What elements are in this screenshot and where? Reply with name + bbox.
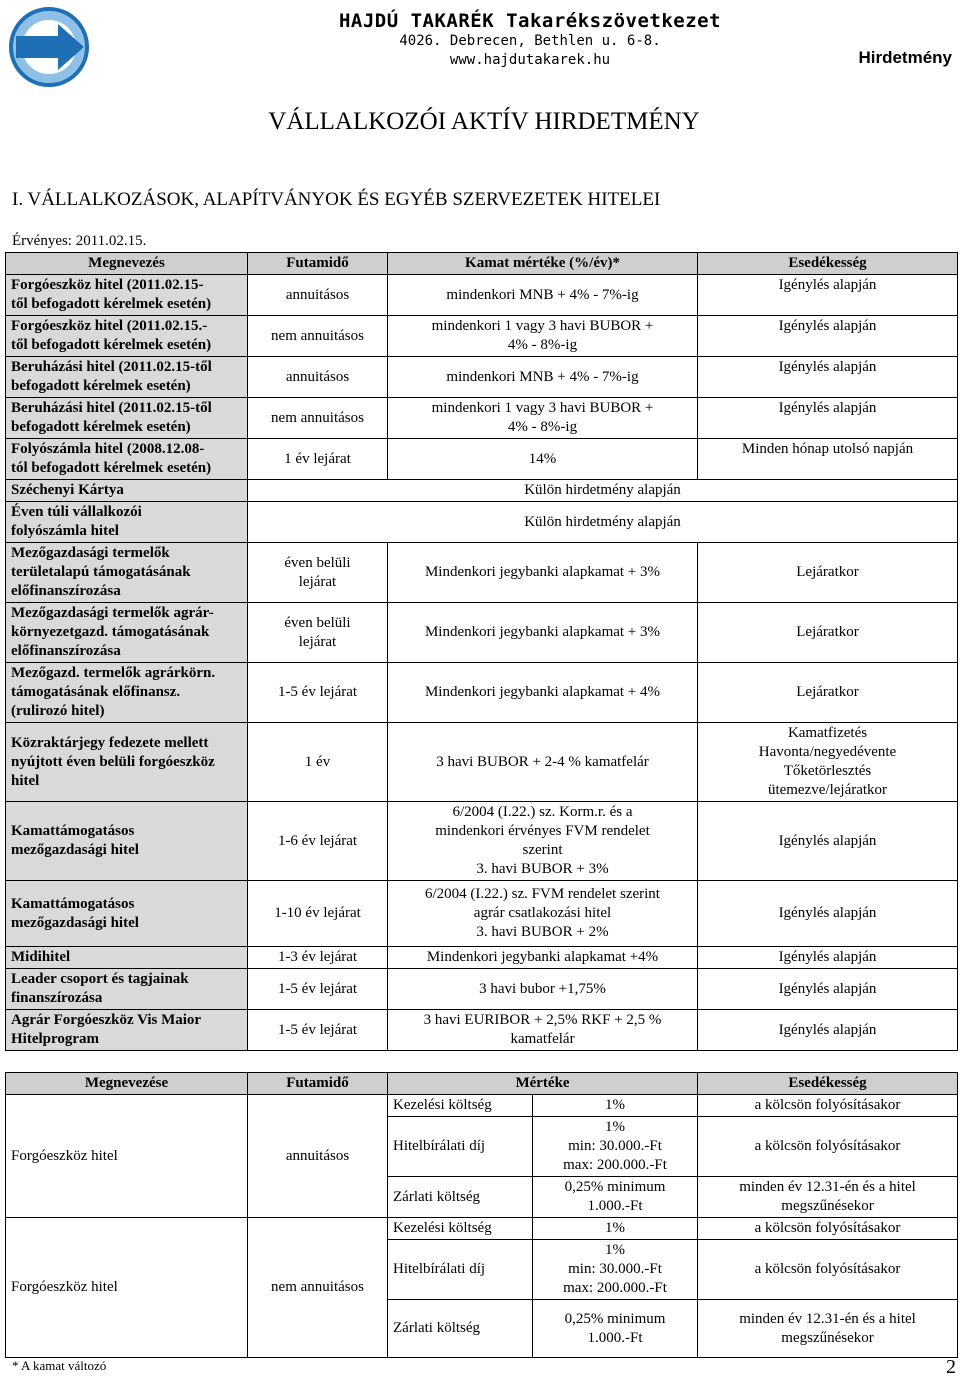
table-row <box>6 543 958 603</box>
term-cell: éven belüli lejárat <box>248 603 388 663</box>
table-row <box>6 316 958 357</box>
fee-type-cell: Kezelési költség <box>388 1218 533 1240</box>
table-row <box>6 439 958 480</box>
column-header: Megnevezés <box>6 253 248 275</box>
rate-cell: mindenkori 1 vagy 3 havi BUBOR + 4% - 8%-ig <box>388 316 698 357</box>
loan-name: Midihitel <box>6 947 248 969</box>
fee-due-cell: a kölcsön folyósításakor <box>698 1117 958 1177</box>
loan-name: Széchenyi Kártya <box>6 480 248 502</box>
table-row <box>6 275 958 316</box>
rate-cell: 3 havi BUBOR + 2-4 % kamatfelár <box>388 723 698 802</box>
loan-name: Forgóeszköz hitel (2011.02.15- től befogadott kérelmek esetén) <box>6 275 248 316</box>
term-cell: annuitásos <box>248 357 388 398</box>
fee-type-cell: Hitelbírálati díj <box>388 1240 533 1300</box>
loan-name: Kamattámogatásos mezőgazdasági hitel <box>6 802 248 881</box>
rate-cell: Mindenkori jegybanki alapkamat + 3% <box>388 543 698 603</box>
term-cell: 1-3 év lejárat <box>248 947 388 969</box>
rate-cell: 3 havi EURIBOR + 2,5% RKF + 2,5 % kamatfelár <box>388 1010 698 1051</box>
loan-name: Agrár Forgóeszköz Vis Maior Hitelprogram <box>6 1010 248 1051</box>
due-cell: Igénylés alapján <box>698 357 958 398</box>
loan-name: Mezőgazdasági termelők területalapú támogatásának előfinanszírozása <box>6 543 248 603</box>
table-header-row <box>6 253 958 275</box>
due-cell: Kamatfizetés Havonta/negyedévente Tőketörlesztés ütemezve/lejáratkor <box>698 723 958 802</box>
organization-info <box>280 10 780 70</box>
column-header: Esedékesség <box>698 253 958 275</box>
fee-term-cell: nem annuitásos <box>248 1218 388 1358</box>
fee-amount-cell: 0,25% minimum 1.000.-Ft <box>533 1300 698 1358</box>
rate-cell: 6/2004 (I.22.) sz. FVM rendelet szerint agrár csatlakozási hitel 3. havi BUBOR + 2% <box>388 881 698 947</box>
term-cell: 1 év <box>248 723 388 802</box>
table-row <box>6 881 958 947</box>
fee-amount-cell: 1% min: 30.000.-Ft max: 200.000.-Ft <box>533 1117 698 1177</box>
table-row <box>6 603 958 663</box>
loan-name: Forgóeszköz hitel (2011.02.15.- től befogadott kérelmek esetén) <box>6 316 248 357</box>
loan-name: Beruházási hitel (2011.02.15-től befogadott kérelmek esetén) <box>6 357 248 398</box>
rate-cell: 3 havi bubor +1,75% <box>388 969 698 1010</box>
section-title: I. VÁLLALKOZÁSOK, ALAPÍTVÁNYOK ÉS EGYÉB SZERVEZETEK HITELEI <box>12 189 661 210</box>
due-cell: Lejáratkor <box>698 663 958 723</box>
due-cell: Igénylés alapján <box>698 316 958 357</box>
validity-date: Érvényes: 2011.02.15. <box>12 233 147 249</box>
term-cell: éven belüli lejárat <box>248 543 388 603</box>
fee-amount-cell: 1% <box>533 1095 698 1117</box>
page-number: 2 <box>946 1356 956 1378</box>
rate-cell: mindenkori 1 vagy 3 havi BUBOR + 4% - 8%-ig <box>388 398 698 439</box>
fee-amount-cell: 0,25% minimum 1.000.-Ft <box>533 1177 698 1218</box>
loan-name: Kamattámogatásos mezőgazdasági hitel <box>6 881 248 947</box>
table-row <box>6 1095 958 1117</box>
due-cell: Minden hónap utolsó napján <box>698 439 958 480</box>
due-cell: Igénylés alapján <box>698 947 958 969</box>
due-cell: Igénylés alapján <box>698 398 958 439</box>
table-row <box>6 723 958 802</box>
due-cell: Igénylés alapján <box>698 881 958 947</box>
due-cell: Igénylés alapján <box>698 275 958 316</box>
loan-name: Leader csoport és tagjainak finanszírozása <box>6 969 248 1010</box>
due-cell: Igénylés alapján <box>698 802 958 881</box>
interest-rate-table <box>5 252 958 1051</box>
column-header: Futamidő <box>248 1073 388 1095</box>
rate-cell: Mindenkori jegybanki alapkamat + 3% <box>388 603 698 663</box>
table-row <box>6 480 958 502</box>
table-row <box>6 1218 958 1240</box>
table-header-row <box>6 1073 958 1095</box>
due-cell: Lejáratkor <box>698 543 958 603</box>
term-cell: nem annuitásos <box>248 398 388 439</box>
term-cell: 1 év lejárat <box>248 439 388 480</box>
loan-name: Közraktárjegy fedezete mellett nyújtott éven belüli forgóeszköz hitel <box>6 723 248 802</box>
loan-name: Beruházási hitel (2011.02.15-től befogadott kérelmek esetén) <box>6 398 248 439</box>
organization-address: 4026. Debrecen, Bethlen u. 6-8. <box>399 33 661 49</box>
rate-cell: mindenkori MNB + 4% - 7%-ig <box>388 275 698 316</box>
fee-due-cell: a kölcsön folyósításakor <box>698 1095 958 1117</box>
term-cell: 1-5 év lejárat <box>248 969 388 1010</box>
bank-logo <box>8 6 90 88</box>
organization-website: www.hajdutakarek.hu <box>449 52 611 68</box>
document-type-badge: Hirdetmény <box>858 48 952 67</box>
fee-loan-name: Forgóeszköz hitel <box>6 1095 248 1218</box>
separate-notice-cell: Külön hirdetmény alapján <box>248 502 958 543</box>
fees-table <box>5 1072 958 1358</box>
rate-cell: mindenkori MNB + 4% - 7%-ig <box>388 357 698 398</box>
due-cell: Igénylés alapján <box>698 1010 958 1051</box>
column-header: Futamidő <box>248 253 388 275</box>
term-cell: 1-5 év lejárat <box>248 663 388 723</box>
column-header: Megnevezése <box>6 1073 248 1095</box>
fee-due-cell: minden év 12.31-én és a hitel megszűnésekor <box>698 1300 958 1358</box>
page-title: VÁLLALKOZÓI AKTÍV HIRDETMÉNY <box>268 108 700 135</box>
fee-type-cell: Zárlati költség <box>388 1300 533 1358</box>
rate-cell: Mindenkori jegybanki alapkamat +4% <box>388 947 698 969</box>
table-row <box>6 969 958 1010</box>
loan-name: Folyószámla hitel (2008.12.08- tól befogadott kérelmek esetén) <box>6 439 248 480</box>
term-cell: nem annuitásos <box>248 316 388 357</box>
column-header: Mértéke <box>388 1073 698 1095</box>
due-cell: Lejáratkor <box>698 603 958 663</box>
loan-name: Éven túli vállalkozói folyószámla hitel <box>6 502 248 543</box>
column-header: Kamat mértéke (%/év)* <box>388 253 698 275</box>
table-row <box>6 663 958 723</box>
fee-due-cell: a kölcsön folyósításakor <box>698 1240 958 1300</box>
rate-cell: 14% <box>388 439 698 480</box>
rate-cell: Mindenkori jegybanki alapkamat + 4% <box>388 663 698 723</box>
page-header <box>0 0 960 95</box>
loan-name: Mezőgazd. termelők agrárkörn. támogatásának előfinansz. (rulirozó hitel) <box>6 663 248 723</box>
fee-due-cell: minden év 12.31-én és a hitel megszűnésekor <box>698 1177 958 1218</box>
fee-term-cell: annuitásos <box>248 1095 388 1218</box>
organization-name: HAJDÚ TAKARÉK Takarékszövetkezet <box>338 10 722 32</box>
table-row <box>6 502 958 543</box>
footnote: * A kamat változó <box>12 1358 107 1373</box>
separate-notice-cell: Külön hirdetmény alapján <box>248 480 958 502</box>
table-row <box>6 357 958 398</box>
fee-loan-name: Forgóeszköz hitel <box>6 1218 248 1358</box>
table-row <box>6 947 958 969</box>
term-cell: 1-10 év lejárat <box>248 881 388 947</box>
rate-cell: 6/2004 (I.22.) sz. Korm.r. és a mindenkori érvényes FVM rendelet szerint 3. havi BUBOR + 3% <box>388 802 698 881</box>
term-cell: 1-6 év lejárat <box>248 802 388 881</box>
column-header: Esedékesség <box>698 1073 958 1095</box>
loan-name: Mezőgazdasági termelők agrár- környezetgazd. támogatásának előfinanszírozása <box>6 603 248 663</box>
fee-type-cell: Kezelési költség <box>388 1095 533 1117</box>
term-cell: annuitásos <box>248 275 388 316</box>
fee-type-cell: Hitelbírálati díj <box>388 1117 533 1177</box>
due-cell: Igénylés alapján <box>698 969 958 1010</box>
table-row <box>6 398 958 439</box>
fee-amount-cell: 1% min: 30.000.-Ft max: 200.000.-Ft <box>533 1240 698 1300</box>
fee-type-cell: Zárlati költség <box>388 1177 533 1218</box>
table-row <box>6 802 958 881</box>
table-row <box>6 1010 958 1051</box>
term-cell: 1-5 év lejárat <box>248 1010 388 1051</box>
fee-amount-cell: 1% <box>533 1218 698 1240</box>
fee-due-cell: a kölcsön folyósításakor <box>698 1218 958 1240</box>
